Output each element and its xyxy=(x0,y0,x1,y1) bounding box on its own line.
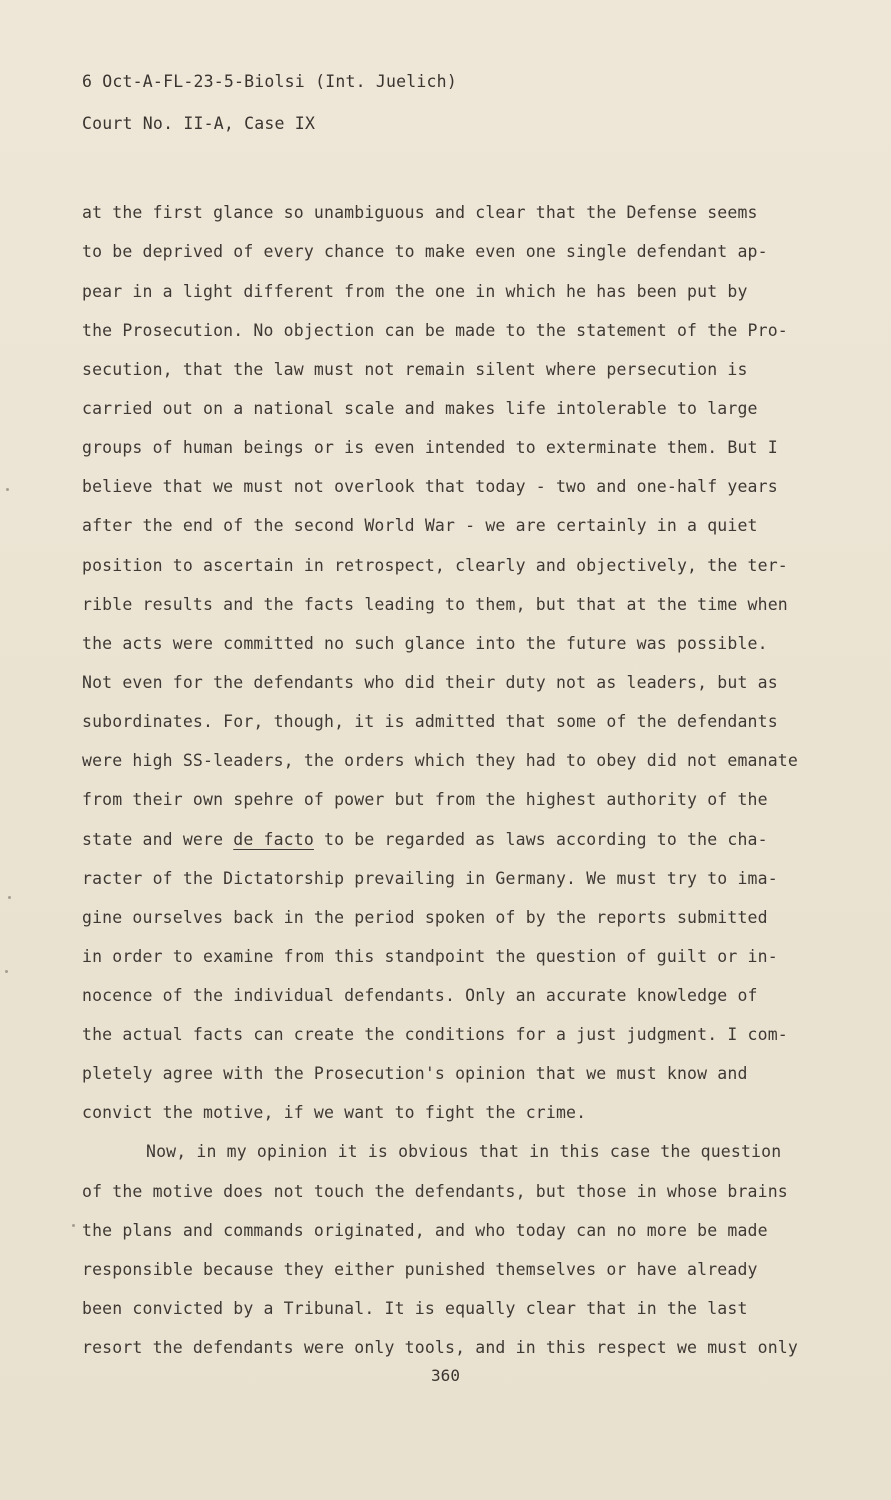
body-line: subordinates. For, though, it is admitted that some of the defendants xyxy=(82,712,778,731)
court-case-line: Court No. II-A, Case IX xyxy=(82,114,316,133)
body-text: to be regarded as laws according to the cha- xyxy=(313,830,768,849)
body-line: believe that we must not overlook that today - two and one-half years xyxy=(82,477,778,496)
body-text: state and were xyxy=(82,830,234,849)
paper-speck xyxy=(6,488,9,491)
body-line: were high SS-leaders, the orders which they had to obey did not emanate xyxy=(82,751,798,770)
paper-speck xyxy=(72,1224,75,1227)
document-reference: 6 Oct-A-FL-23-5-Biolsi (Int. Juelich) xyxy=(82,72,457,91)
body-line: Not even for the defendants who did their duty not as leaders, but as xyxy=(82,673,778,692)
body-line: pear in a light different from the one in which he has been put by xyxy=(82,282,748,301)
body-line: position to ascertain in retrospect, clearly and objectively, the ter- xyxy=(82,556,788,575)
body-line: secution, that the law must not remain silent where persecution is xyxy=(82,360,748,379)
body-line: to be deprived of every chance to make even one single defendant ap- xyxy=(82,242,768,261)
body-line: in order to examine from this standpoint the question of guilt or in- xyxy=(82,947,778,966)
body-line: rible results and the facts leading to them, but that at the time when xyxy=(82,595,788,614)
body-line: carried out on a national scale and makes life intolerable to large xyxy=(82,399,758,418)
body-line: responsible because they either punished themselves or have already xyxy=(82,1260,758,1279)
body-line: the plans and commands originated, and who today can no more be made xyxy=(82,1221,768,1240)
body-line: been convicted by a Tribunal. It is equally clear that in the last xyxy=(82,1299,748,1318)
page-number: 360 xyxy=(431,1366,460,1385)
body-line: racter of the Dictatorship prevailing in Germany. We must try to ima- xyxy=(82,869,778,888)
body-line: at the first glance so unambiguous and clear that the Defense seems xyxy=(82,203,758,222)
paragraph-start-line: Now, in my opinion it is obvious that in this case the question xyxy=(146,1142,782,1161)
body-line: pletely agree with the Prosecution's opinion that we must know and xyxy=(82,1064,748,1083)
body-line: nocence of the individual defendants. Only an accurate knowledge of xyxy=(82,986,758,1005)
body-line: the Prosecution. No objection can be made to the statement of the Pro- xyxy=(82,321,788,340)
body-line: groups of human beings or is even intended to exterminate them. But I xyxy=(82,438,778,457)
body-line: convict the motive, if we want to fight the crime. xyxy=(82,1103,587,1122)
emphasis-de-facto: de facto xyxy=(233,830,314,849)
body-line: after the end of the second World War - we are certainly in a quiet xyxy=(82,516,758,535)
paper-speck xyxy=(8,896,11,899)
body-line: gine ourselves back in the period spoken of by the reports submitted xyxy=(82,908,768,927)
body-line: from their own spehre of power but from the highest authority of the xyxy=(82,790,768,809)
body-line: of the motive does not touch the defendants, but those in whose brains xyxy=(82,1182,788,1201)
body-line xyxy=(82,830,768,849)
body-line: resort the defendants were only tools, and in this respect we must only xyxy=(82,1338,798,1357)
body-line: the actual facts can create the conditions for a just judgment. I com- xyxy=(82,1025,788,1044)
body-line: the acts were committed no such glance into the future was possible. xyxy=(82,634,768,653)
paper-speck xyxy=(5,970,8,973)
